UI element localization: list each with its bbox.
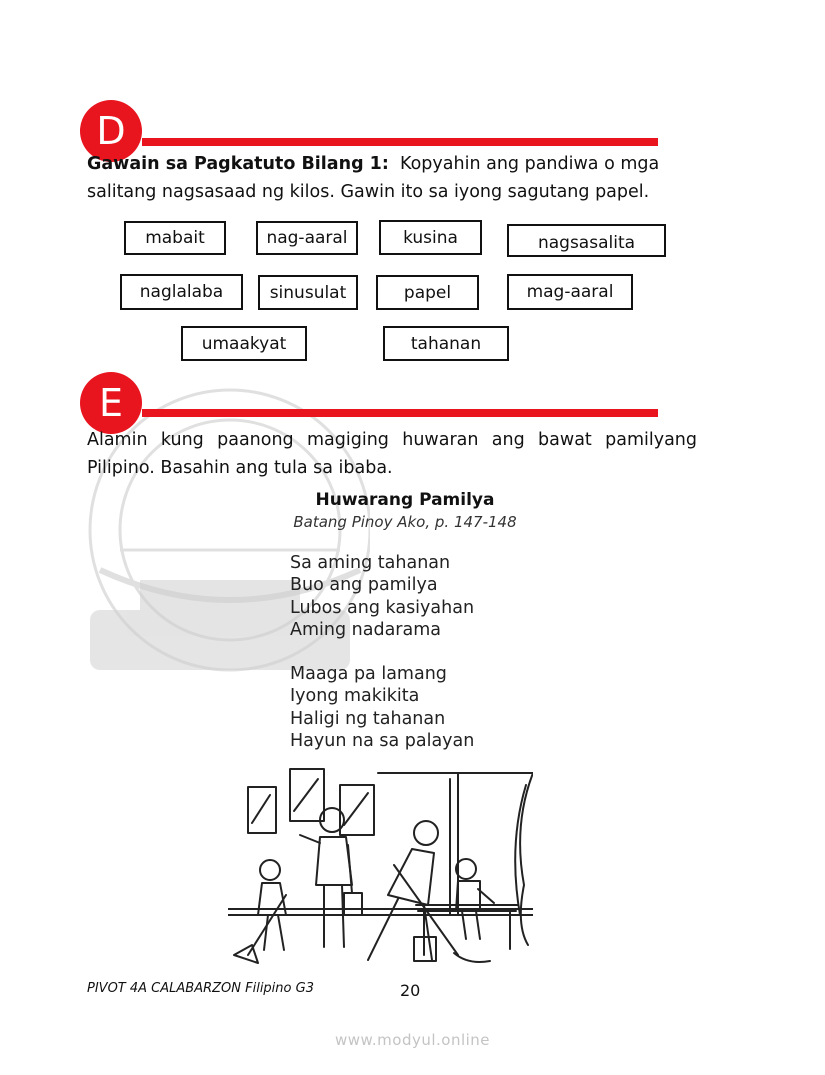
poem-stanza-1 <box>290 552 474 641</box>
word-box: papel <box>376 275 479 310</box>
section-e-badge <box>80 372 142 434</box>
word-box: kusina <box>379 220 482 255</box>
page-number: 20 <box>400 981 421 1000</box>
family-cleaning-illustration <box>228 765 533 975</box>
instruction-text-2: salitang nagsasaad ng kilos. Gawin ito sa iyong sagutang papel. <box>87 182 650 202</box>
word-box: sinusulat <box>258 275 358 310</box>
poem-title: Huwarang Pamilya <box>315 490 495 510</box>
module-label: PIVOT 4A CALABARZON Filipino G3 <box>87 981 314 996</box>
poem-line: Iyong makikita <box>290 686 420 707</box>
poem-line: Haligi ng tahanan <box>290 708 446 729</box>
word-box: umaakyat <box>181 326 307 361</box>
poem-line: Lubos ang kasiyahan <box>290 597 475 618</box>
poem-line: Buo ang pamilya <box>290 575 438 596</box>
section-d-divider <box>142 138 658 146</box>
poem-source: Batang Pinoy Ako, p. 147-148 <box>293 513 517 531</box>
word-box: tahanan <box>383 326 509 361</box>
word-box: mabait <box>124 221 226 255</box>
watermark-url: www.modyul.online <box>334 1031 491 1049</box>
poem-line: Maaga pa lamang <box>290 664 447 684</box>
poem-stanza-2 <box>290 663 474 752</box>
section-e-intro <box>87 426 697 482</box>
poem-line: Hayun na sa palayan <box>290 730 475 751</box>
poem-line: Aming nadarama <box>290 619 441 640</box>
activity-title: Gawain sa Pagkatuto Bilang 1: <box>87 154 389 174</box>
intro-line-1: Alamin kung paanong magiging huwaran ang bawat pamilyang <box>87 430 697 450</box>
word-box: naglalaba <box>120 274 243 310</box>
instruction-text-1: Kopyahin ang pandiwa o mga <box>400 154 660 174</box>
poem-line: Sa aming tahanan <box>290 553 451 573</box>
word-box: nag-aaral <box>256 221 358 255</box>
word-box: mag-aaral <box>507 274 633 310</box>
section-e-letter: E <box>98 381 123 425</box>
section-d-instructions <box>87 150 701 206</box>
section-e-divider <box>142 409 658 417</box>
section-d-letter: D <box>96 109 126 153</box>
word-box: nagsasalita <box>507 224 666 257</box>
intro-line-2: Pilipino. Basahin ang tula sa ibaba. <box>87 458 393 478</box>
